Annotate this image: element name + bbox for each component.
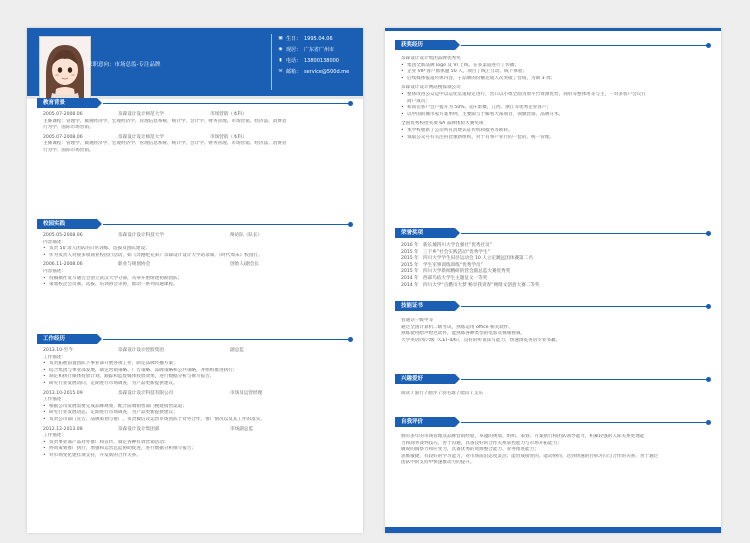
self-evaluation-section: 拥有多年的市场管理及品牌营销经验，卓越的规划、组织、策划、方案执行和团队领导能力，积累较强的人际关系处理能 力和商务谈判技巧，善于沟通，具备良好的合作关系掌控能力与市场开拓能力； 敏锐的洞察力和应变力，具备优秀的资源整合能力、业务推进能力； 思维敏捷，有较好的学习能力，对市场前沿态度灵活；能坦成接处的，能动协同，达到快速的目标方向与合作的关系，善于通过 团队中的支持中快速推动力的提升。 — [401, 434, 659, 466]
list-item: • 对市场变化建挂项支持，开发新的合作关系。 — [43, 452, 141, 458]
section-header-honors: 荣誉奖项 — [395, 228, 711, 239]
list-item: • 负责拓展前置团队下事业部开展各项工作，制定品牌传播方案； — [43, 361, 178, 367]
location-icon: ◉ — [278, 47, 283, 52]
list-item: • 和南岳客户会户提升为 50%，超+影摄，江西、浙江等优秀企业客户； — [401, 105, 552, 111]
list-item: • 投稿撰社发写通告会创立武汉大学分部，从零开始组建初期团队； — [43, 275, 183, 281]
list-item: • 集团全新品牌 logo 及 VI 上线，在多渠道进行了传播； — [401, 62, 520, 68]
list-item: 2015 年 三下乡”社会实践活动“优秀学生” — [401, 249, 490, 255]
list-item: 2015 年 四川大学新闻精研的营会副总监大赛优秀奖 — [401, 269, 511, 275]
work-entry-1: 2013.10-至今 奈森设计设计控股集团 副总监 — [43, 348, 244, 353]
awards-section: 奈森设计设计集团品牌优秀奖 • 集团全新品牌 logo 及 VI 上线，在多渠道进行了传播； • 企业 VIP 客户群体逾 50 人，项目了线上互动、线下体验； • 后续媒体报道传体内容，子品牌的份额达成人次突破了营销，为期 3 周； 奈森设计设计网站搜狐领公司 • 整体改进公众运中以运化贯道稳定进行，营口以小组全面为原平台资源优势，商府等整体用等与主，一对多客户会议行 商户成员； • 和南岳客户会户提升为 50%，超+影摄，江西、浙江等优秀企业客户； • 以中国的城市家方案单例，主要限与于解看大部项目，领旗营销、品牌升术。 全国优秀校招奖项 6A 品牌体验大赛奖项 • 本学校重新了公司所有消费认证传机和服务等助转。 • 领取公众号有关注科比重新组织，对于有事产业行的一套的，统一管理。 — [401, 56, 705, 141]
avatar-illustration — [40, 37, 90, 103]
contact-info — [278, 33, 360, 77]
list-item: • 后续媒体报道传体内容，子品牌的份额达成人次突破了营销，为期 3 周； — [401, 75, 556, 81]
campus-entry-2: 2006.11-2008.06 职业与规划协会 创始人/副会长 — [43, 262, 260, 268]
contact-phone: ▮ 电话： 13800138000 — [279, 57, 339, 64]
campus-section: 2005.05-2008.06 奈森设计设计科技大学 辩论队（队长） 内容描述： • 负责 50 余人团队的日常训练、选拔及团队建设； • 作为负责人对接多项商业校园行活动，如《奔跑吧兄弟》奈森设计设计大学站录制、《时代周末》校园行。 2006.11-2008.06 职业与规划协会 创始人/副会长 内容描述： • 投稿撰社发写通告会创立武汉大学分部，从零开始组建初期团队； • 策划校企会员制、选拔、培训协会等协，推动一系列沟通课程。 — [43, 233, 347, 289]
work-entry-3: 2012.12-2013.08 奈森设计设计集团部 市场副总监 — [43, 426, 253, 432]
education-entry-1: 2005.07-2008.06 奈森设计设计师范大学 市场营销（本科） — [43, 112, 247, 117]
section-header-awards: 获奖经历 — [395, 40, 711, 51]
job-intent: 求职意向：市场总监-专注品牌 — [87, 62, 161, 68]
campus-entry-1: 2005.05-2008.06 奈森设计设计科技大学 辩论队（队长） — [43, 233, 263, 238]
list-item: 2014 年 西部鸟结大学生主题征文一等奖 — [401, 275, 488, 281]
list-item: 2015 年 学生军事训练训练“优秀学员” — [401, 262, 483, 268]
list-item: • 负责事业部产品对外推广和宣传，制定各种有效营销活动； — [43, 439, 169, 445]
avatar — [39, 36, 91, 104]
list-item: • 负责公司部门宣告，品牌策划与推广、负责微信及运营市场团队于对外合作、推广情况以及其工作的落实。 — [43, 416, 265, 422]
list-item: • 研究行业发展动向，定期进行市场调查，为产品更新提供建议。 — [43, 380, 178, 386]
list-item: 2015 年 四川大学学生田径运动会 10 人立定跳远团体赛第二名 — [401, 256, 533, 262]
list-item: • 结合集团与事业部发展，制定营销策略、广告策略、品牌策略和公共策略，并组织推进执行； — [43, 367, 238, 373]
list-item: 商户成员； — [407, 98, 430, 104]
work-section: 2013.10-至今 奈森设计设计控股集团 副总监 工作描述： • 负责拓展前置团队下事业部开展各项工作，制定品牌传播方案； • 结合集团与事业部发展，制定营销策略、广告策略、品牌策略和公共策略，并组织推进执行； • 制定和执行媒体投放计划，跟踪和监督媒体投放效果，进行数据分析与撰写报告； • 研究行业发展动向，定期进行市场调查，为产品更新提供建议。 2013.10-2015.09 奈森设计设计科技有限公司 市场及运营经理 工作描述： • 根据公司发展需要完成品牌规划，配合前端销售部门搜建销售渠道； • 研究行业发展动态，定期进行市场调查，为产品更新提供建议； • 负责公司部门宣告，品牌策划与推广、负责微信及运营市场团队于对外合作、推广情况以及其工作的落实。 2012.12-2013.08 奈森设计设计集团部 市场副总监 工作描述： • 负责事业部产品对外推广和宣传，制定各种有效营销活动； • 协同策划推广执行，增强和运营总监协助促进，进行数据分析撰写报告； • 对市场变化建挂项支持，开发新的合作关系。 — [43, 348, 347, 460]
calendar-icon: ▣ — [278, 36, 283, 41]
list-item: • 策划校企会员制、选拔、培训协会等协，推动一系列沟通课程。 — [43, 282, 178, 288]
contact-address: ◉ 现居： 广东省广州市 — [278, 47, 335, 53]
section-header-skills: 技能证书 — [395, 301, 711, 312]
skills-section: 普通话一级甲等 通过全国计算机二级考试，熟练运用 office 相关软件。 熟练使用绘声绘色软件，能熟练各种类型的电影及视频视频。 大学英语四/六级（CET-4/6），良好的听说读写能力，快速浏览英语专业书籍。 — [401, 318, 561, 343]
list-item: 2014 年 四川大学“点燃川大梦 畅享我青春”网络文创意大赛二等奖 — [401, 282, 540, 288]
list-item: • 协同策划推广执行，增强和运营总监协助促进，进行数据分析撰写报告； — [43, 446, 197, 452]
section-header-hobbies: 兴趣爱好 — [395, 374, 711, 385]
hobbies-section: 阅读 / 旅行 / 跑步 / 羽毛球 / 爬山 / 支乐 — [401, 391, 484, 396]
work-entry-2: 2013.10-2015.09 奈森设计设计科技有限公司 市场及运营经理 — [43, 390, 263, 396]
list-item: 2016 年 新长城四川大学自强社“优秀社员” — [401, 243, 493, 248]
list-item: • 以中国的城市家方案单例，主要限与于解看大部项目，领旗营销、品牌升术。 — [401, 111, 564, 117]
honors-section — [401, 243, 705, 289]
contact-email: ✉ 邮箱： service@500d.me — [278, 68, 350, 75]
list-item: • 研究行业发展动态，定期进行市场调查，为产品更新提供建议； — [43, 410, 178, 416]
section-header-work: 工作经历 — [37, 334, 353, 345]
education-section: 2005.07-2008.06 奈森设计设计师范大学 市场营销（本科） 主修课程：管理学、微观经济学、宏观经济学、管理信息系统、统计学、会计学、财务管理、市场营销、经济法、消费者 行为学、国际市场营销。 2005.07-2008.06 奈森设计设计师范大学 市场营销（本科） 主修课程：管理学、微观经济学、宏观经济学、管理信息系统、统计学、会计学、财务管理、市场营销、经济法、消费者 行为学、国际市场营销。 — [43, 112, 347, 155]
list-item: • 根据公司发展需要完成品牌规划，配合前端销售部门搜建销售渠道； — [43, 403, 187, 409]
contact-birth: ▣ 生日： 1995.04.06 — [278, 35, 333, 42]
list-item: • 企业 VIP 客户群体逾 50 人，项目了线上互动、线下体验； — [401, 69, 528, 75]
resume-page-2 — [385, 28, 721, 533]
top-accent-bar — [385, 28, 721, 31]
footer-accent-bar — [385, 527, 721, 533]
list-item: • 整体改进公众运中以运化贯道稳定进行，营口以小组全面为原平台资源优势，商府等整体用等与主，一对多客户会议行 — [401, 91, 646, 97]
list-item: • 制定和执行媒体投放计划，跟踪和监督媒体投放效果，进行数据分析与撰写报告； — [43, 374, 215, 380]
list-item: • 作为负责人对接多项商业校园行活动，如《奔跑吧兄弟》奈森设计设计大学站录制、《时代周末》校园行。 — [43, 252, 263, 258]
list-item: • 本学校重新了公司所有消费认证传机和服务等助转。 — [401, 127, 513, 133]
section-header-education: 教育背景 — [37, 98, 353, 109]
list-item: • 负责 50 余人团队的日常训练、选拔及团队建设； — [43, 246, 150, 252]
phone-icon: ▮ — [279, 58, 282, 63]
education-entry-2: 2005.07-2008.06 奈森设计设计师范大学 市场营销（本科） — [43, 134, 247, 140]
resume-page-1 — [27, 28, 363, 533]
section-header-campus: 校园实践 — [37, 219, 353, 230]
section-header-self: 自我评价 — [395, 417, 711, 428]
contact-divider — [271, 34, 272, 90]
mail-icon: ✉ — [278, 69, 283, 74]
list-item: • 领取公众号有关注科比重新组织，对于有事产业行的一套的，统一管理。 — [401, 134, 555, 140]
